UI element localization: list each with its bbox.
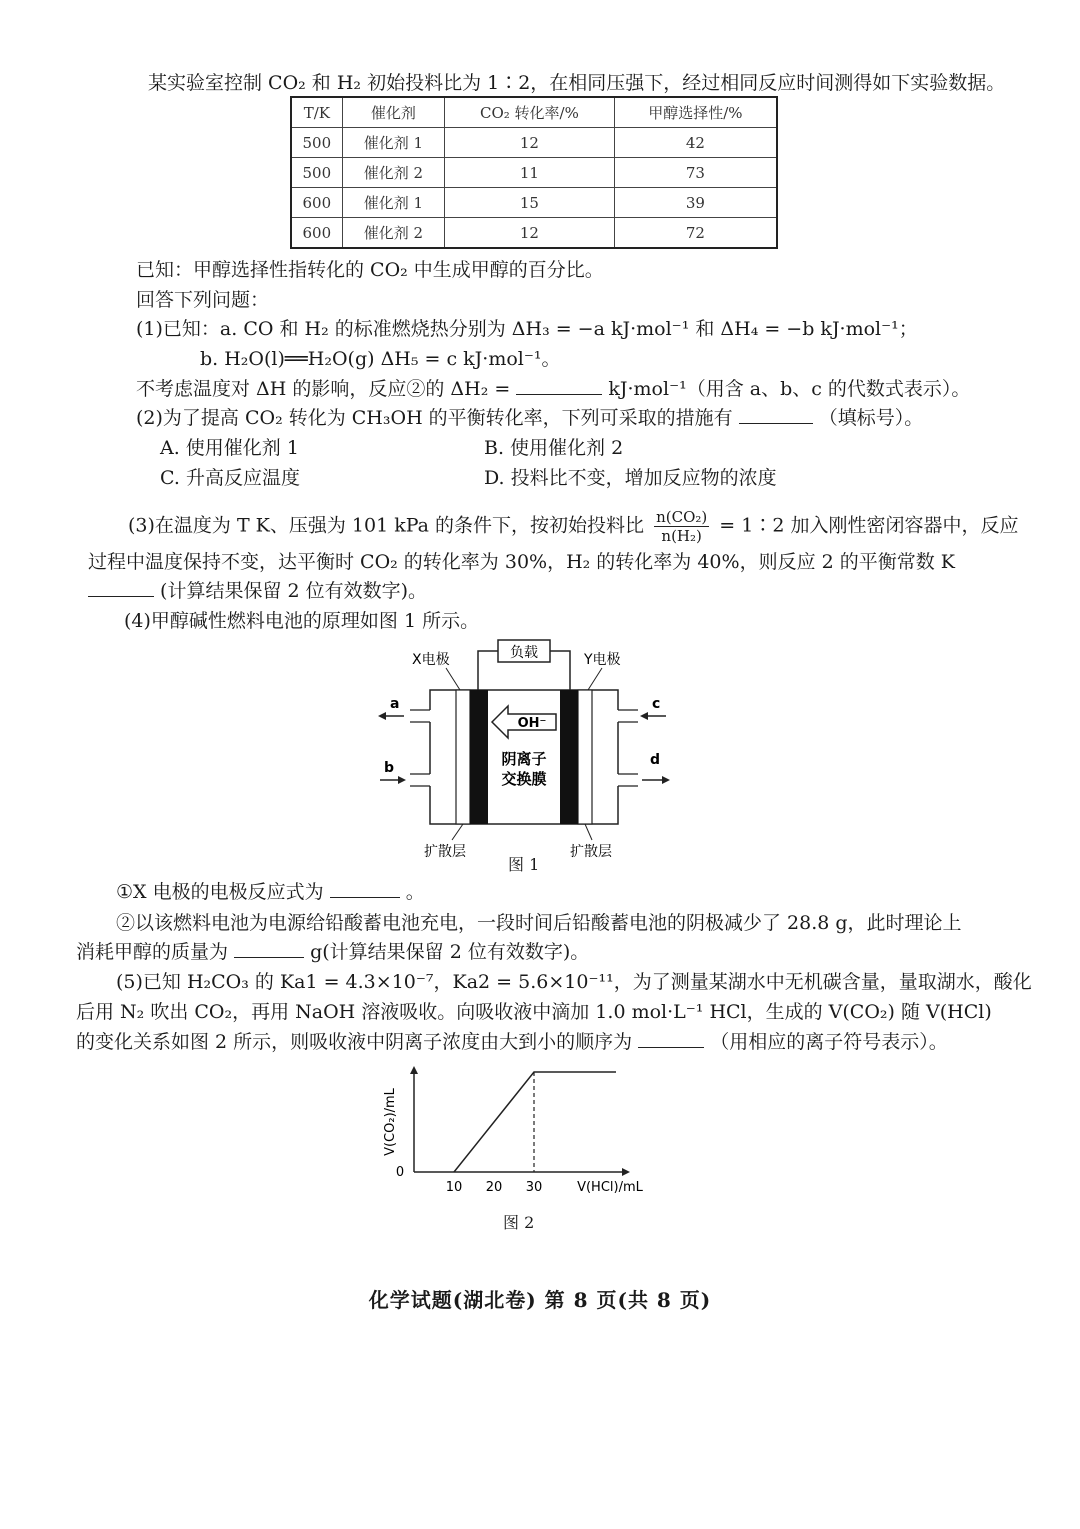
y-electrode: [560, 690, 578, 824]
intro-text: 某实验室控制 CO₂ 和 H₂ 初始投料比为 1∶2，在相同压强下，经过相同反应时间测得如下实验数据。: [148, 72, 1006, 94]
figure2-caption: 图 2: [503, 1213, 535, 1232]
q3-line2: 过程中温度保持不变，达平衡时 CO₂ 的转化率为 30%，H₂ 的转化率为 40%，则反应 2 的平衡常数 K: [88, 551, 955, 573]
q3-part1: (3)在温度为 T K、压强为 101 kPa 的条件下，按初始投料比: [128, 514, 645, 537]
x-electrode: [470, 690, 488, 824]
answer-blank[interactable]: [234, 939, 304, 958]
label-b: b: [384, 760, 395, 776]
table-cell: 39: [614, 188, 777, 218]
label-a: a: [390, 696, 400, 712]
q4-sub1-before: ①X 电极的电极反应式为: [116, 881, 324, 903]
table-cell: 600: [291, 218, 342, 249]
diffusion-leader-left: [452, 824, 463, 840]
co2-volume-chart: [372, 1058, 662, 1198]
answer-blank[interactable]: [516, 376, 602, 395]
table-cell: 72: [614, 218, 777, 249]
q3-line3: [88, 578, 427, 604]
q5-before: 的变化关系如图 2 所示，则吸收液中阴离子浓度由大到小的顺序为: [76, 1031, 633, 1053]
fuel-cell-diagram: [370, 628, 700, 878]
port-gap: [616, 710, 620, 722]
q5-line1: (5)已知 H₂CO₃ 的 Ka1 = 4.3×10⁻⁷，Ka2 = 5.6×10⁻¹¹，为了测量某湖水中无机碳含量，量取湖水，酸化: [116, 971, 1032, 993]
wire-right: [550, 651, 570, 690]
q4-stem: (4)甲醇碱性燃料电池的原理如图 1 所示。: [124, 610, 480, 632]
q5-line2: 后用 N₂ 吹出 CO₂，再用 NaOH 溶液吸收。向吸收液中滴加 1.0 mol·L⁻¹ HCl，生成的 V(CO₂) 随 V(HCl): [76, 1001, 992, 1023]
table-row: [291, 128, 777, 158]
load-label: 负载: [510, 645, 538, 661]
y-leader: [588, 668, 602, 690]
q1-text-after: kJ·mol⁻¹（用含 a、b、c 的代数式表示）。: [608, 378, 971, 400]
chart-marks: [446, 1072, 616, 1195]
answer-prompt: 回答下列问题：: [136, 289, 270, 311]
arrow-c-head: [640, 712, 648, 720]
arrow-a-head: [378, 712, 386, 720]
table-header: 甲醇选择性/%: [614, 97, 777, 128]
figure1-caption: 图 1: [508, 855, 540, 874]
q4-sub2-line1: ②以该燃料电池为电源给铅酸蓄电池充电，一段时间后铅酸蓄电池的阴极减少了 28.8 g，此时理论上: [116, 912, 962, 934]
table-cell: 催化剂 2: [342, 158, 444, 188]
table-header-row: [291, 97, 777, 128]
answer-blank[interactable]: [638, 1029, 704, 1048]
x-axis-label: V(HCl)/mL: [577, 1180, 643, 1195]
table-cell: 500: [291, 158, 342, 188]
table-cell: 15: [445, 188, 615, 218]
port-gap: [428, 774, 432, 786]
ion-label: OH⁻: [517, 716, 547, 731]
table-cell: 500: [291, 128, 342, 158]
x-leader: [446, 668, 460, 690]
port-gap: [428, 710, 432, 722]
x-axis-arrow: [622, 1168, 630, 1176]
x-tick-label: 30: [525, 1180, 543, 1195]
answer-blank[interactable]: [330, 879, 400, 898]
table-cell: 600: [291, 188, 342, 218]
y-axis-label: V(CO₂)/mL: [383, 1088, 398, 1156]
q3-line3-text: (计算结果保留 2 位有效数字)。: [160, 580, 428, 602]
membrane-label-2: 交换膜: [501, 770, 547, 788]
q4-sub1: [116, 879, 425, 905]
diffusion-label-right: 扩散层: [570, 844, 612, 860]
option-a: A. 使用催化剂 1: [160, 437, 299, 459]
label-c: c: [652, 696, 661, 712]
option-b: B. 使用催化剂 2: [484, 437, 624, 459]
label-d: d: [650, 752, 661, 768]
diffusion-leader-right: [585, 824, 592, 840]
table-header: T/K: [291, 97, 342, 128]
diffusion-layer-right: [578, 690, 592, 824]
feed-ratio-fraction: [654, 508, 709, 545]
option-c: C. 升高反应温度: [160, 467, 300, 489]
fraction-denominator: n(H₂): [661, 527, 702, 545]
table-cell: 催化剂 1: [342, 188, 444, 218]
q2-stem: [136, 405, 923, 431]
q5-after: （用相应的离子符号表示）。: [710, 1031, 948, 1053]
option-d: D. 投料比不变，增加反应物的浓度: [484, 467, 777, 489]
table-header: CO₂ 转化率/%: [445, 97, 615, 128]
membrane-label-1: 阴离子: [501, 750, 547, 768]
q4-sub2-after: g(计算结果保留 2 位有效数字)。: [310, 941, 590, 963]
q5-line3: [76, 1029, 948, 1055]
series-line: [454, 1072, 616, 1172]
wire-left: [478, 651, 498, 690]
table-cell: 催化剂 1: [342, 128, 444, 158]
answer-blank[interactable]: [88, 578, 154, 597]
q3-part2: = 1∶2 加入刚性密闭容器中，反应: [719, 514, 1019, 537]
fraction-numerator: n(CO₂): [656, 508, 708, 526]
table-cell: 11: [445, 158, 615, 188]
x-electrode-label: X电极: [412, 652, 450, 668]
q1-line-a: (1)已知：a. CO 和 H₂ 的标准燃烧热分别为 ΔH₃ = −a kJ·mol⁻¹ 和 ΔH₄ = −b kJ·mol⁻¹；: [136, 318, 918, 340]
x-tick-label: 10: [445, 1180, 463, 1195]
table-row: [291, 218, 777, 249]
q1-line-b: b. H₂O(l)══H₂O(g) ΔH₅ = c kJ·mol⁻¹。: [200, 348, 561, 370]
q4-sub2-before: 消耗甲醇的质量为: [76, 941, 229, 963]
y-axis-arrow: [410, 1066, 418, 1074]
x-tick-label: 20: [485, 1180, 503, 1195]
table-cell: 催化剂 2: [342, 218, 444, 249]
answer-blank[interactable]: [739, 405, 813, 424]
experiment-table: [290, 96, 778, 249]
q4-sub1-after: 。: [405, 881, 425, 903]
q1-line-c: [136, 376, 970, 402]
arrow-b-head: [398, 776, 406, 784]
table-cell: 12: [445, 218, 615, 249]
arrow-d-head: [662, 776, 670, 784]
y-electrode-label: Y电极: [584, 652, 621, 668]
table-cell: 12: [445, 128, 615, 158]
q4-sub2-line2: [76, 939, 589, 965]
q3-line1: [128, 508, 1018, 545]
q2-text-after: （填标号）。: [818, 407, 924, 429]
q2-text-before: (2)为了提高 CO₂ 转化为 CH₃OH 的平衡转化率，下列可采取的措施有: [136, 407, 733, 429]
port-gap: [616, 774, 620, 786]
table-cell: 42: [614, 128, 777, 158]
diffusion-label-left: 扩散层: [424, 844, 466, 860]
table-cell: 73: [614, 158, 777, 188]
table-header: 催化剂: [342, 97, 444, 128]
table-row: [291, 158, 777, 188]
known-text: 已知：甲醇选择性指转化的 CO₂ 中生成甲醇的百分比。: [136, 259, 604, 281]
q1-text-before: 不考虑温度对 ΔH 的影响，反应②的 ΔH₂ =: [136, 378, 511, 400]
table-row: [291, 188, 777, 218]
diffusion-layer-left: [456, 690, 470, 824]
origin-label: 0: [395, 1165, 405, 1180]
page-footer: 化学试题(湖北卷) 第 8 页(共 8 页): [368, 1288, 712, 1312]
